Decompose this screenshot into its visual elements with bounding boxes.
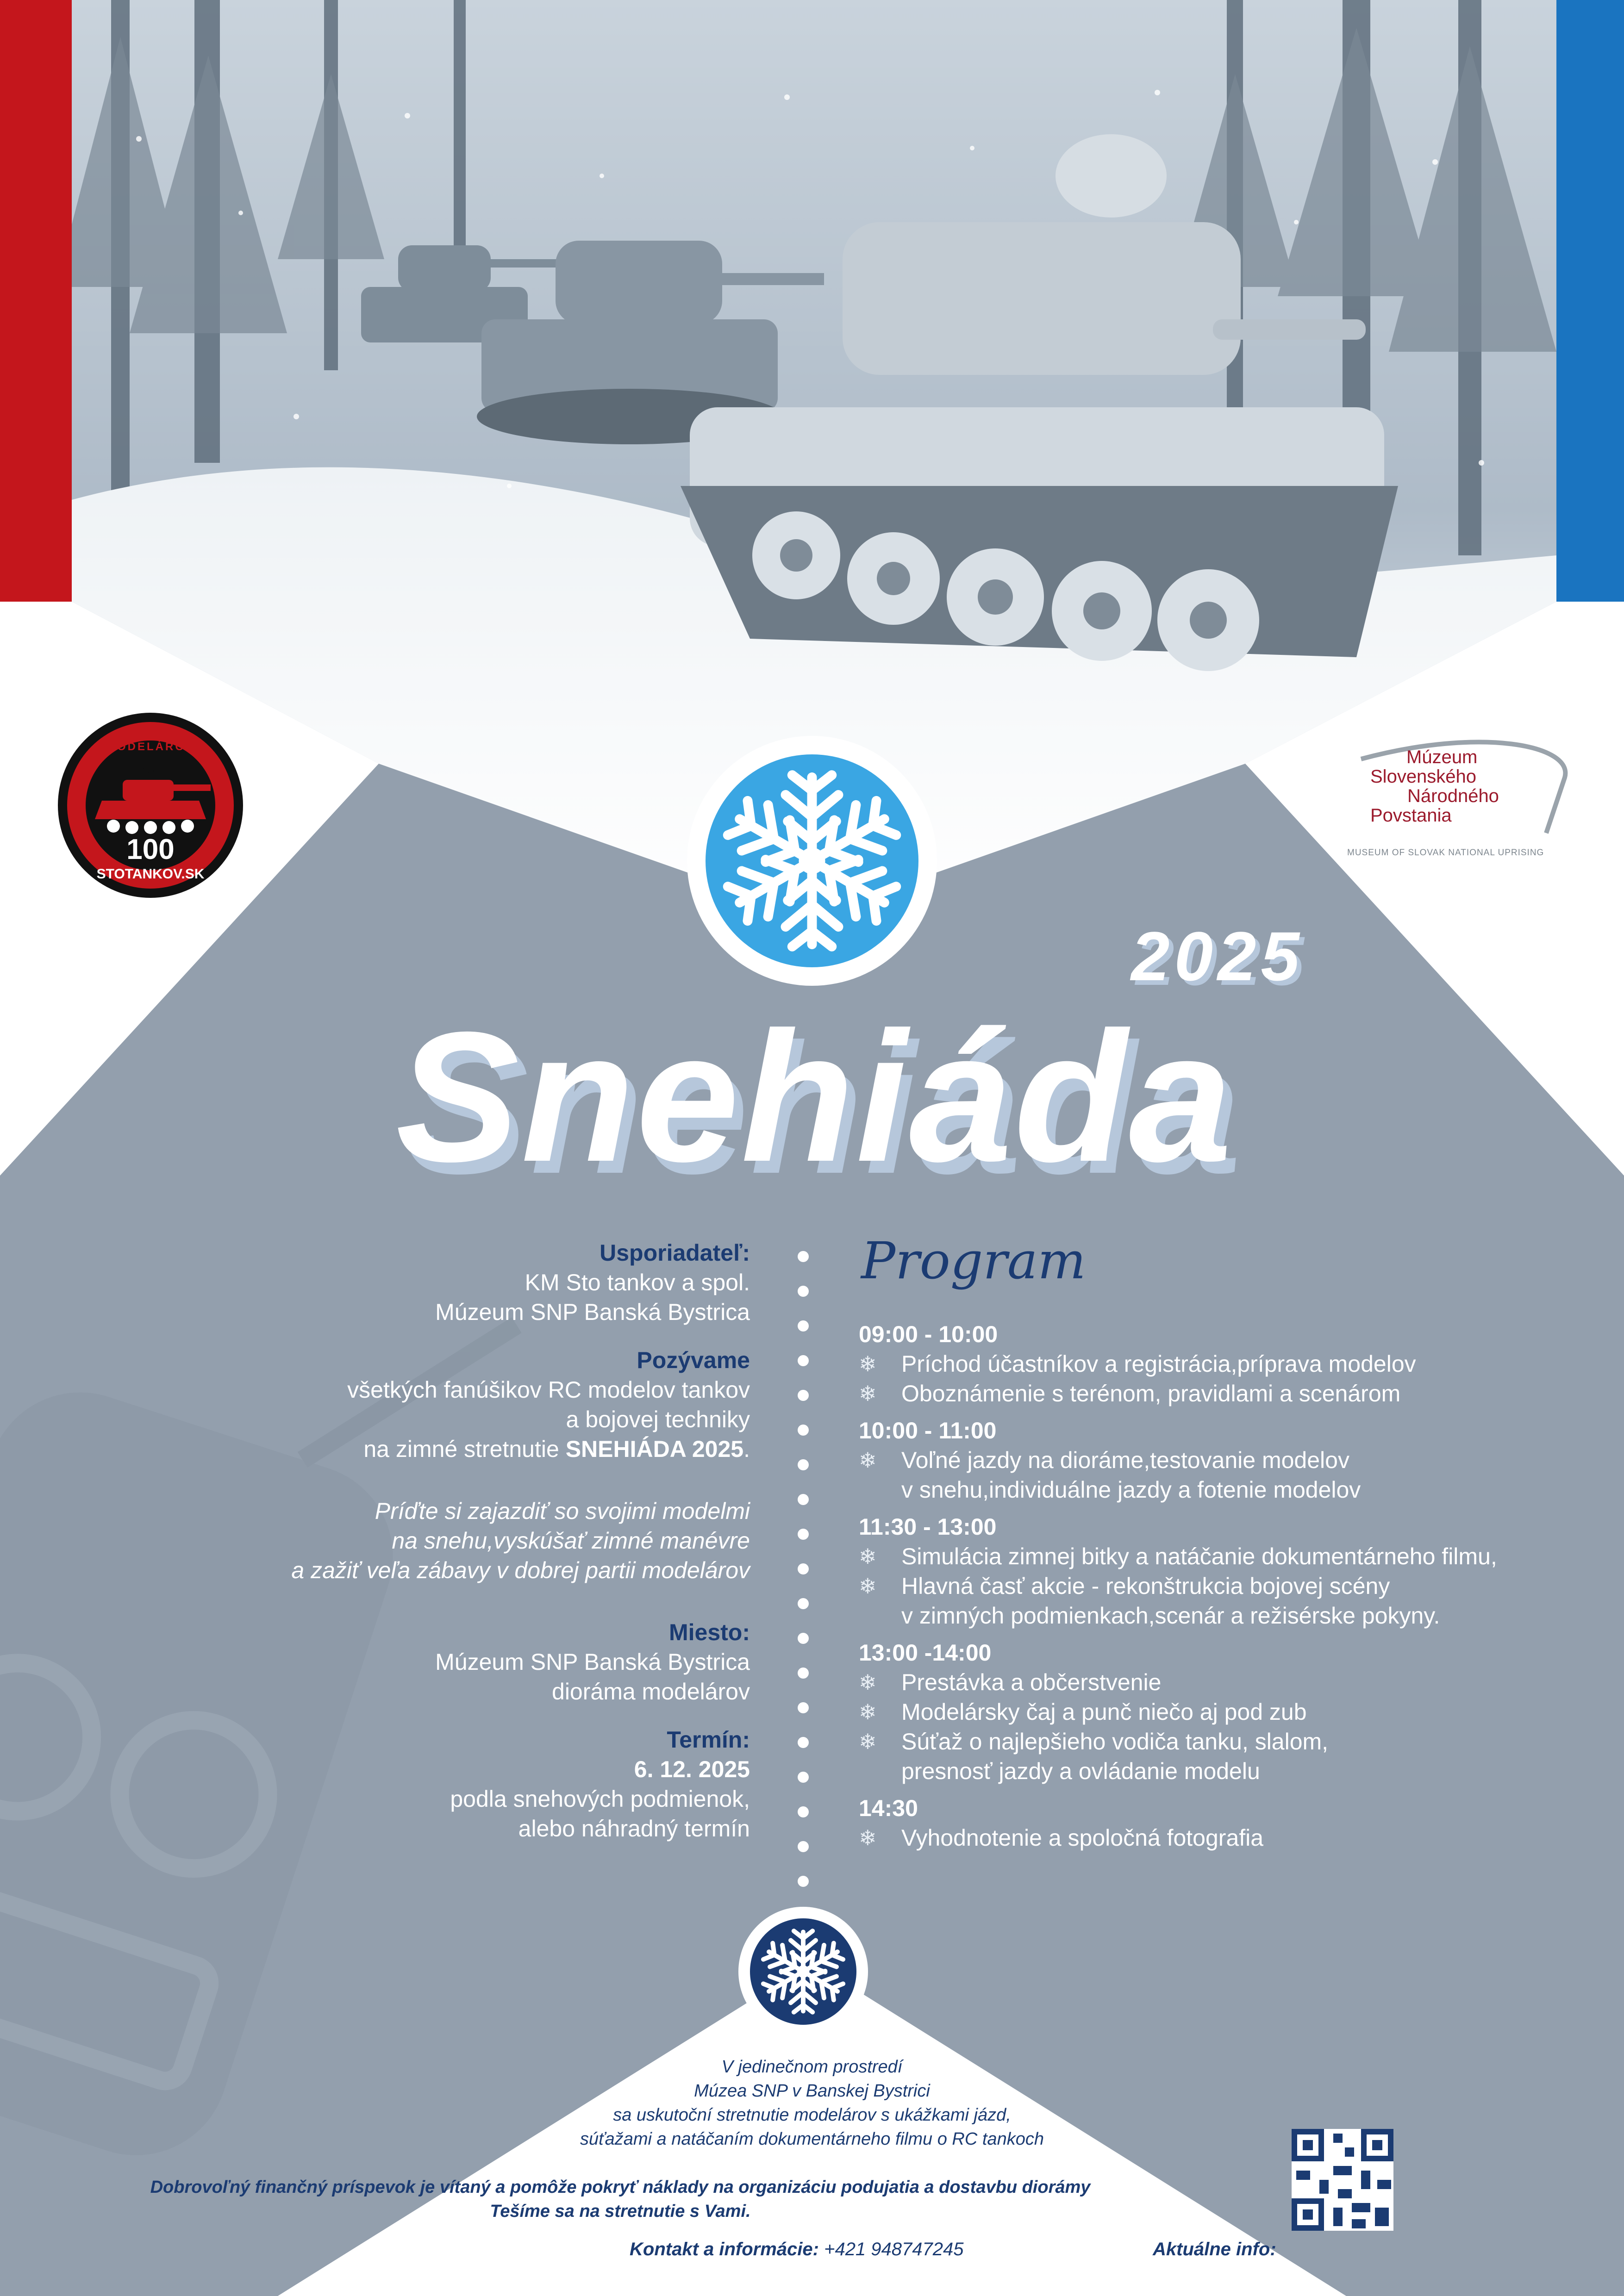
program-item-text: Simulácia zimnej bitky a natáčanie dokumentárneho filmu, xyxy=(901,1543,1497,1569)
snowflake-bullet-icon: ❄ xyxy=(859,1381,877,1406)
museum-logo-line2: Slovenského xyxy=(1370,766,1477,787)
program-time: 14:30 xyxy=(859,1795,918,1821)
program-item-text: v snehu,individuálne jazdy a fotenie modelov xyxy=(901,1477,1361,1503)
program-item xyxy=(859,1668,1562,1697)
blue-stripe xyxy=(1556,0,1624,602)
footer-intro-line: V jedinečnom prostredí xyxy=(721,2057,903,2077)
invite-heading: Pozývame xyxy=(637,1347,750,1373)
event-title: Snehiáda xyxy=(395,993,1234,1200)
organizer-heading: Usporiadateľ: xyxy=(600,1240,750,1266)
program-list xyxy=(859,1312,1562,1853)
donation-line: Dobrovoľný finančný príspevok je vítaný a pomôže pokryť náklady na organizáciu podujatia a dostavbu diorámy xyxy=(150,2178,1091,2197)
snowflake-bullet-icon: ❄ xyxy=(859,1574,877,1598)
program-time: 11:30 - 13:00 xyxy=(859,1514,997,1540)
snowflake-bullet-icon: ❄ xyxy=(859,1352,877,1376)
program-item-text: Príchod účastníkov a registrácia,príprava modelov xyxy=(901,1351,1416,1377)
program-title: Program xyxy=(861,1231,1086,1290)
invite-italic-line: a zažiť veľa zábavy v dobrej partii modelárov xyxy=(291,1557,750,1583)
program-item-text: Modelársky čaj a punč niečo aj pod zub xyxy=(901,1699,1307,1725)
date-line: alebo náhradný termín xyxy=(518,1816,750,1842)
museum-logo-english: MUSEUM OF SLOVAK NATIONAL UPRISING xyxy=(1347,848,1544,858)
invite-line: všetkých fanúšikov RC modelov tankov xyxy=(347,1377,750,1403)
program-item xyxy=(859,1542,1562,1571)
snowflake-bullet-icon: ❄ xyxy=(859,1544,877,1568)
welcome-line: Tešíme sa na stretnutie s Vami. xyxy=(490,2202,751,2221)
museum-logo-line4: Povstania xyxy=(1370,805,1452,826)
program-item-text: presnosť jazdy a ovládanie modelu xyxy=(901,1758,1260,1784)
program-item-text: Prestávka a občerstvenie xyxy=(901,1669,1162,1695)
snowflake-bullet-icon: ❄ xyxy=(859,1700,877,1724)
place-heading: Miesto: xyxy=(669,1619,750,1645)
program-item xyxy=(859,1727,1562,1756)
club-logo-small-number: 100 xyxy=(142,765,159,777)
invite-italic-line: Príďte si zajazdiť so svojimi modelmi xyxy=(375,1498,750,1524)
organizer-line: Múzeum SNP Banská Bystrica xyxy=(435,1299,750,1325)
date-value: 6. 12. 2025 xyxy=(634,1756,750,1782)
program-item xyxy=(859,1349,1562,1379)
program-item xyxy=(859,1823,1562,1853)
footer-intro xyxy=(0,2055,1624,2151)
program-item xyxy=(859,1571,1562,1601)
program-item xyxy=(859,1475,1562,1505)
program-item-text: Voľné jazdy na dioráme,testovanie modelov xyxy=(901,1447,1349,1473)
program-time: 10:00 - 11:00 xyxy=(859,1418,997,1444)
program-item-text: Hlavná časť akcie - rekonštrukcia bojovej scény xyxy=(901,1573,1390,1599)
club-logo-big-number: 100 xyxy=(126,834,175,865)
museum-logo-line1: Múzeum xyxy=(1406,747,1478,767)
invite-line: na zimné stretnutie SNEHIÁDA 2025. xyxy=(363,1436,750,1462)
snowflake-bullet-icon: ❄ xyxy=(859,1826,877,1850)
footer-intro-line: Múzea SNP v Banskej Bystrici xyxy=(694,2081,930,2101)
red-stripe xyxy=(0,0,72,602)
footer-intro-line: sa uskutoční stretnutie modelárov s ukážkami jázd, xyxy=(613,2105,1011,2125)
invite-line: a bojovej techniky xyxy=(566,1406,750,1432)
date-heading: Termín: xyxy=(667,1727,750,1753)
contact-phone[interactable]: +421 948747245 xyxy=(818,2239,964,2259)
footer-donation xyxy=(0,2175,1241,2223)
footer-intro-line: súťažami a natáčaním dokumentárneho filmu o RC tankoch xyxy=(580,2129,1044,2149)
program-item xyxy=(859,1445,1562,1475)
museum-logo-line3: Národného xyxy=(1407,786,1499,806)
program-item-text: Vyhodnotenie a spoločná fotografia xyxy=(901,1825,1264,1851)
program-item-text: Oboznámenie s terénom, pravidlami a scenárom xyxy=(901,1381,1401,1406)
organizer-line: KM Sto tankov a spol. xyxy=(525,1269,750,1295)
event-year: 2025 xyxy=(1131,917,1304,995)
program-item xyxy=(859,1756,1562,1786)
snowflake-bullet-icon: ❄ xyxy=(859,1448,877,1472)
info-label: Aktuálne info: xyxy=(1153,2239,1276,2259)
contact-label: Kontakt a informácie: xyxy=(630,2239,819,2259)
contact-line xyxy=(630,2239,964,2260)
club-logo-site: STOTANKOV.SK xyxy=(96,866,205,882)
event-name-bold: SNEHIÁDA 2025 xyxy=(565,1436,744,1462)
snowflake-bullet-icon: ❄ xyxy=(859,1730,877,1754)
program-time: 09:00 - 10:00 xyxy=(859,1321,998,1347)
program-time: 13:00 -14:00 xyxy=(859,1640,992,1666)
program-item-text: Súťaž o najlepšieho vodiča tanku, slalom, xyxy=(901,1729,1329,1755)
info-block xyxy=(139,1238,750,1843)
date-line: podla snehových podmienok, xyxy=(450,1786,750,1812)
program-item-text: v zimných podmienkach,scenár a režisérske pokyny. xyxy=(901,1603,1440,1629)
snowflake-bullet-icon: ❄ xyxy=(859,1670,877,1694)
club-logo-arc-text: KLUB MODELÁROV xyxy=(106,728,195,753)
program-item xyxy=(859,1601,1562,1630)
place-line: dioráma modelárov xyxy=(552,1679,750,1705)
place-line: Múzeum SNP Banská Bystrica xyxy=(435,1649,750,1675)
invite-italic-line: na snehu,vyskúšať zimné manévre xyxy=(392,1528,750,1554)
program-item xyxy=(859,1379,1562,1408)
museum-logo xyxy=(1370,747,1499,825)
program-item xyxy=(859,1697,1562,1727)
